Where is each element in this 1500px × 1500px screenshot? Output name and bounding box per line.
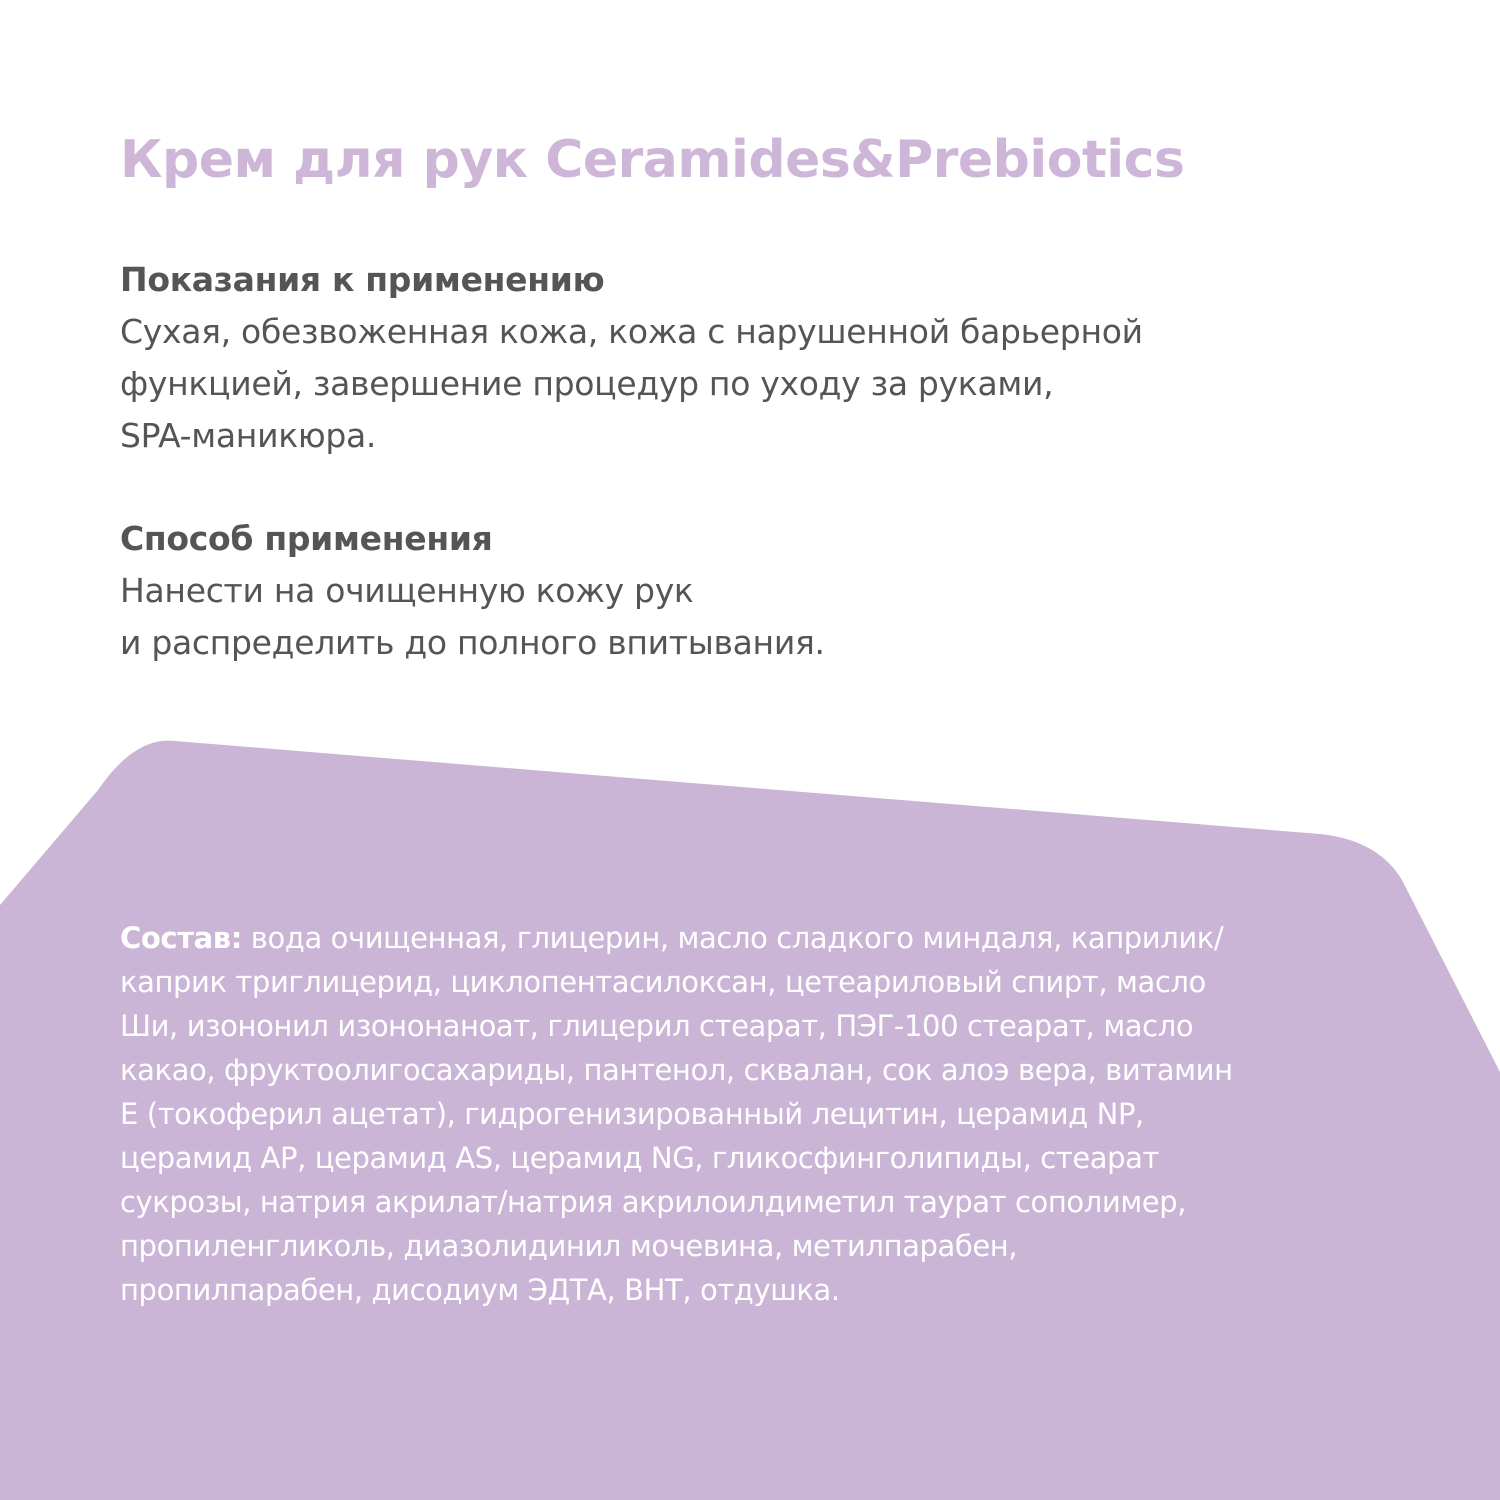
composition-line: пропилпарабен, дисодиум ЭДТА, ВНТ, отдушка.	[120, 1273, 840, 1307]
composition-line: Е (токоферил ацетат), гидрогенизированный лецитин, церамид NP,	[120, 1097, 1144, 1131]
composition-line: церамид АР, церамид AS, церамид NG, гликосфинголипиды, стеарат	[120, 1141, 1160, 1175]
composition-line: какао, фруктоолигосахариды, пантенол, сквалан, сок алоэ вера, витамин	[120, 1053, 1233, 1087]
composition-text	[120, 916, 1410, 1312]
indications-line: SPA-маникюра.	[120, 416, 377, 455]
composition-line: Ши, изононил изононаноат, глицерил стеарат, ПЭГ-100 стеарат, масло	[120, 1009, 1194, 1043]
usage-line: и распределить до полного впитывания.	[120, 623, 825, 662]
composition-line: пропиленгликоль, диазолидинил мочевина, метилпарабен,	[120, 1229, 1018, 1263]
composition-line: каприк триглицерид, циклопентасилоксан, цетеариловый спирт, масло	[120, 965, 1206, 999]
composition-line-text: вода очищенная, глицерин, масло сладкого миндаля, каприлик/	[250, 921, 1224, 955]
usage-line: Нанести на очищенную кожу рук	[120, 571, 694, 610]
composition-line: сукрозы, натрия акрилат/натрия акрилоилдиметил таурат сополимер,	[120, 1185, 1187, 1219]
usage-section	[120, 513, 1380, 669]
composition-line	[120, 916, 1410, 960]
indications-section	[120, 254, 1380, 462]
usage-heading: Способ применения	[120, 519, 493, 558]
product-title: Крем для рук Ceramides&Prebiotics	[120, 130, 1185, 190]
indications-line: Сухая, обезвоженная кожа, кожа с нарушенной барьерной	[120, 312, 1143, 351]
composition-label: Состав:	[120, 921, 242, 955]
indications-line: функцией, завершение процедур по уходу за руками,	[120, 364, 1054, 403]
indications-heading: Показания к применению	[120, 260, 605, 299]
